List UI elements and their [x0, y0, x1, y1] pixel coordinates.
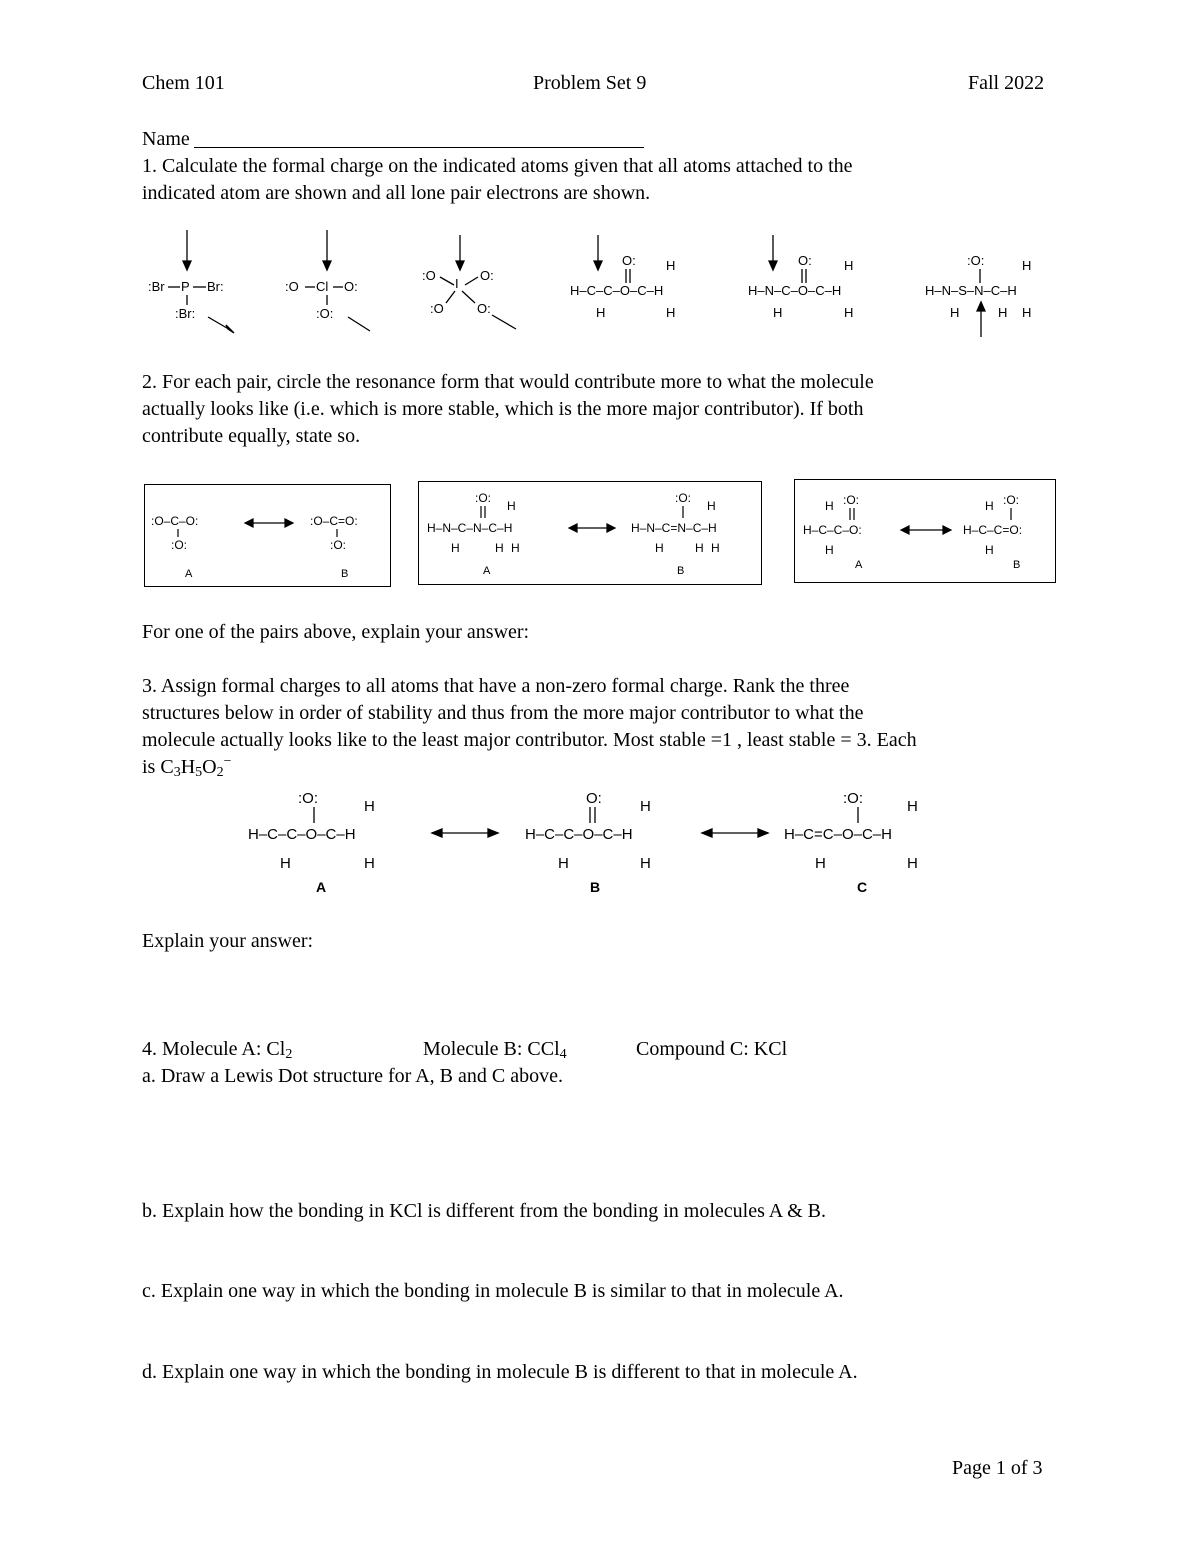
- svg-text:H–C–C–O–C–H: H–C–C–O–C–H: [525, 826, 633, 843]
- q3-explain: Explain your answer:: [142, 930, 314, 952]
- svg-text:H: H: [1022, 305, 1032, 320]
- q4-molecule-b: Molecule B: CCl$_4$: [423, 1038, 567, 1062]
- q2-pair-3[interactable]: [794, 479, 1056, 583]
- q2-explain: For one of the pairs above, explain your answer:: [142, 621, 530, 643]
- svg-text:H: H: [950, 305, 960, 320]
- q4-part-a: a. Draw a Lewis Dot structure for A, B and C above.: [142, 1065, 563, 1087]
- q1-molecule-sulfur: [925, 253, 1031, 337]
- q1-molecule-ester: [570, 235, 675, 320]
- svg-text::O: :O: [430, 301, 444, 316]
- q1-line2: indicated atom are shown and all lone pair electrons are shown.: [142, 182, 651, 204]
- q4-compound-c: Compound C: KCl: [636, 1038, 788, 1060]
- svg-text:O:: O:: [798, 253, 812, 268]
- term: Fall 2022: [968, 72, 1045, 94]
- q3-line1: 3. Assign formal charges to all atoms that have a non-zero formal charge. Rank the three: [142, 675, 850, 697]
- svg-text:H: H: [596, 305, 606, 320]
- svg-text:H: H: [985, 543, 994, 557]
- q3-structures: [240, 775, 970, 900]
- svg-text:H: H: [1022, 258, 1032, 273]
- svg-text:H: H: [666, 258, 676, 273]
- q3-formula: is $C_3H_5O_2^-$: [142, 754, 232, 780]
- svg-text::Br: :Br: [148, 279, 165, 294]
- q2-pair-2-label-b: B: [677, 565, 685, 577]
- q3-line3: molecule actually looks like to the least major contributor. Most stable =1 , least stable = 3. Each: [142, 729, 917, 751]
- svg-text:H–N–C–O–C–H: H–N–C–O–C–H: [748, 283, 842, 298]
- svg-text:O:: O:: [480, 268, 494, 283]
- svg-text:H: H: [825, 499, 834, 513]
- svg-text::O:: :O:: [843, 790, 864, 807]
- svg-text:H: H: [280, 855, 291, 872]
- svg-text:H: H: [825, 543, 834, 557]
- q4-part-c: c. Explain one way in which the bonding in molecule B is similar to that in molecule A.: [142, 1280, 844, 1302]
- q2-line1: 2. For each pair, circle the resonance form that would contribute more to what the molecule: [142, 371, 874, 393]
- q2-pair-1-label-b: B: [341, 568, 349, 580]
- svg-text:O:: O:: [586, 790, 602, 807]
- svg-text:H: H: [985, 499, 994, 513]
- svg-text:H–N–S–N–C–H: H–N–S–N–C–H: [925, 283, 1017, 298]
- svg-text:O:: O:: [477, 301, 491, 316]
- q1-structures: [130, 225, 1080, 345]
- q2-pair-2-structures: [419, 482, 761, 584]
- q1-molecule-clo3: [285, 230, 370, 331]
- q3-label-c: C: [857, 879, 868, 895]
- q2-pair-3-structures: [795, 480, 1055, 582]
- svg-text:O:: O:: [344, 279, 358, 294]
- doc-title: Problem Set 9: [533, 72, 647, 94]
- q1-molecule-io: [422, 235, 516, 329]
- name-label: Name: [142, 128, 190, 150]
- svg-text:H–C–C–O–C–H: H–C–C–O–C–H: [248, 826, 356, 843]
- svg-text:H: H: [511, 541, 520, 555]
- svg-text::O:: :O:: [330, 538, 347, 552]
- q2-pair-2-label-a: A: [483, 565, 491, 577]
- svg-text:Br:: Br:: [207, 279, 224, 294]
- q1-molecule-pbr3: [148, 230, 234, 333]
- svg-text:I: I: [455, 276, 459, 291]
- q1-molecule-carbamate: [748, 235, 853, 320]
- svg-text:H–C=C–O–C–H: H–C=C–O–C–H: [784, 826, 892, 843]
- svg-text:P: P: [181, 279, 190, 294]
- q4-part-b: b. Explain how the bonding in KCl is different from the bonding in molecules A & B.: [142, 1200, 827, 1222]
- q4-part-d: d. Explain one way in which the bonding in molecule B is different to that in molecule A.: [142, 1361, 858, 1383]
- svg-text:H: H: [998, 305, 1008, 320]
- name-field-line[interactable]: [194, 129, 644, 148]
- svg-text:H: H: [507, 499, 516, 513]
- svg-text:H: H: [640, 855, 651, 872]
- q2-pair-1-label-a: A: [185, 568, 193, 580]
- svg-text:H: H: [844, 305, 854, 320]
- svg-text::O:: :O:: [475, 491, 492, 505]
- q3-label-a: A: [316, 879, 327, 895]
- svg-text:H: H: [695, 541, 704, 555]
- svg-text:H–N–C=N–C–H: H–N–C=N–C–H: [631, 521, 717, 535]
- svg-text::O:: :O:: [967, 253, 985, 268]
- svg-text::O:: :O:: [843, 493, 860, 507]
- course-name: Chem 101: [142, 72, 225, 94]
- svg-text:H: H: [364, 798, 375, 815]
- svg-text::O:: :O:: [675, 491, 692, 505]
- q2-pair-3-label-a: A: [855, 559, 863, 571]
- svg-text:H: H: [558, 855, 569, 872]
- svg-text::O–C=O:: :O–C=O:: [310, 514, 358, 528]
- q2-pair-1[interactable]: [144, 484, 391, 587]
- svg-text:H: H: [907, 855, 918, 872]
- q2-line3: contribute equally, state so.: [142, 425, 361, 447]
- svg-text:H: H: [711, 541, 720, 555]
- svg-text::O:: :O:: [298, 790, 319, 807]
- svg-text:H: H: [640, 798, 651, 815]
- svg-text:H: H: [773, 305, 783, 320]
- svg-text::O:: :O:: [1003, 493, 1020, 507]
- svg-text:H: H: [907, 798, 918, 815]
- svg-text::O:: :O:: [316, 306, 334, 321]
- svg-text:Cl: Cl: [316, 279, 329, 294]
- q4-molecules: [142, 1036, 292, 1063]
- q1-line1: 1. Calculate the formal charge on the indicated atoms given that all atoms attached to the: [142, 155, 853, 177]
- svg-text::Br:: :Br:: [175, 306, 196, 321]
- svg-text:H–C–C–O:: H–C–C–O:: [803, 523, 862, 537]
- q2-line2: actually looks like (i.e. which is more stable, which is the more major contributor). If both: [142, 398, 864, 420]
- svg-text:H: H: [495, 541, 504, 555]
- q2-pair-1-structures: [145, 485, 390, 586]
- svg-text::O:: :O:: [171, 538, 188, 552]
- name-row: [142, 126, 644, 153]
- svg-text:H: H: [707, 499, 716, 513]
- page-number: Page 1 of 3: [952, 1457, 1043, 1479]
- q2-pair-2[interactable]: [418, 481, 762, 585]
- svg-text:H: H: [451, 541, 460, 555]
- q3-line2: structures below in order of stability and thus from the more major contributor to what the: [142, 702, 864, 724]
- svg-text:H–N–C–N–C–H: H–N–C–N–C–H: [427, 521, 513, 535]
- svg-text:H: H: [844, 258, 854, 273]
- svg-text:H: H: [815, 855, 826, 872]
- svg-text:H: H: [666, 305, 676, 320]
- q3-label-b: B: [590, 879, 601, 895]
- svg-text::O: :O: [285, 279, 299, 294]
- svg-text:H: H: [364, 855, 375, 872]
- q4-molecule-a: 4. Molecule A: $Cl_2$: [142, 1038, 293, 1062]
- svg-text:H–C–C=O:: H–C–C=O:: [963, 523, 1023, 537]
- svg-text::O: :O: [422, 268, 436, 283]
- svg-text::O–C–O:: :O–C–O:: [151, 514, 199, 528]
- q2-pair-3-label-b: B: [1013, 559, 1021, 571]
- svg-text:H: H: [655, 541, 664, 555]
- svg-text:O:: O:: [622, 253, 636, 268]
- svg-text:H–C–C–O–C–H: H–C–C–O–C–H: [570, 283, 664, 298]
